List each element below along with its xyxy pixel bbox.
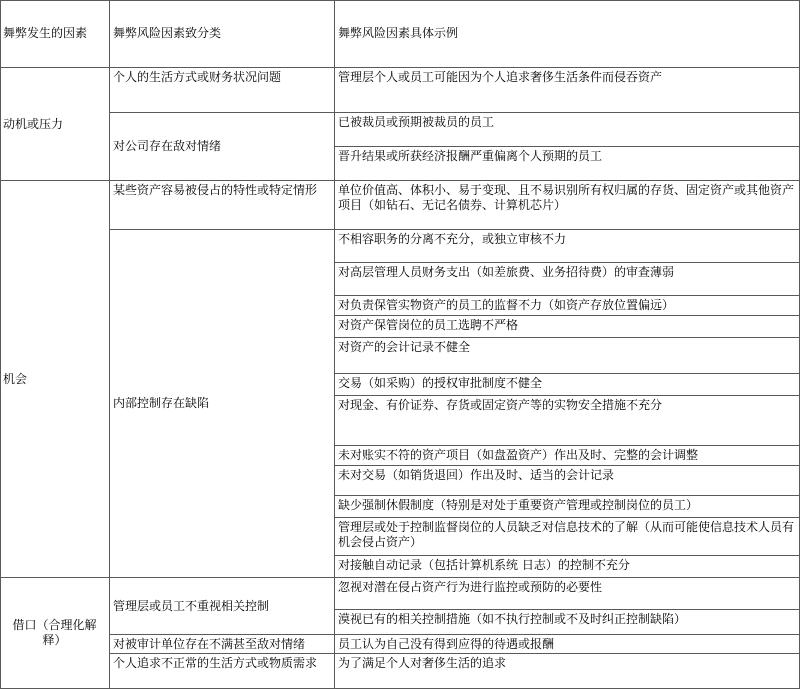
example-row: 漠视已有的相关控制措施（如不执行控制或不及时纠正控制缺陷） [335,610,800,635]
example-row: 已被裁员或预期被裁员的员工 [335,113,800,147]
header-category: 舞弊风险因素致分类 [110,0,335,68]
example-row: 为了满足个人对奢侈生活的追求 [335,654,800,689]
factor-rationalization: 借口（合理化解释） [0,578,110,689]
example-row: 单位价值高、体积小、易于变现、且不易识别所有权归属的存货、固定资产或其他资产项目（如钻石、无记名债券、计算机芯片） [335,181,800,230]
header-factor: 舞弊发生的因素 [0,0,110,68]
example-row: 交易（如采购）的授权审批制度不健全 [335,374,800,396]
example-row: 对高层管理人员财务支出（如差旅费、业务招待费）的审查薄弱 [335,263,800,296]
factor-motive: 动机或压力 [0,68,110,181]
example-row: 缺少强制休假制度（特别是对处于重要资产管理或控制岗位的员工） [335,496,800,518]
example-row: 对现金、有价证券、存货或固定资产等的实物安全措施不充分 [335,396,800,446]
category-ignore-controls: 管理层或员工不重视相关控制 [110,578,335,635]
example-row: 对接触自动记录（包括计算机系统 日志）的控制不充分 [335,556,800,578]
example-row: 管理层个人或员工可能因为个人追求奢侈生活条件而侵吞资产 [335,68,800,113]
example-row: 晋升结果或所获经济报酬严重偏离个人预期的员工 [335,147,800,181]
factor-opportunity: 机会 [0,181,110,578]
example-row: 管理层或处于控制监督岗位的人员缺乏对信息技术的了解（从而可能使信息技术人员有机会侵占资产） [335,518,800,556]
example-row: 员工认为自己没有得到应得的待遇或报酬 [335,635,800,654]
category-asset-vulnerability: 某些资产容易被侵占的特性或特定情形 [110,181,335,230]
example-row: 对资产保管岗位的员工选聘不严格 [335,316,800,338]
example-row: 忽视对潜在侵占资产行为进行监控或预防的必要性 [335,578,800,610]
category-abnormal-lifestyle: 个人追求不正常的生活方式或物质需求 [110,654,335,689]
example-row: 对负责保管实物资产的员工的监督不力（如资产存放位置偏远） [335,296,800,316]
example-row: 未对账实不符的资产项目（如盘盈资产）作出及时、完整的会计调整 [335,446,800,466]
header-example: 舞弊风险因素具体示例 [335,0,800,68]
category-internal-control-deficiency: 内部控制存在缺陷 [110,230,335,578]
example-row: 未对交易（如销货退回）作出及时、适当的会计记录 [335,466,800,496]
category-lifestyle-finance: 个人的生活方式或财务状况问题 [110,68,335,113]
example-row: 对资产的会计记录不健全 [335,338,800,374]
category-dissatisfaction: 对被审计单位存在不满甚至敌对情绪 [110,635,335,654]
category-hostility: 对公司存在敌对情绪 [110,113,335,181]
example-row: 不相容职务的分离不充分，或独立审核不力 [335,230,800,263]
